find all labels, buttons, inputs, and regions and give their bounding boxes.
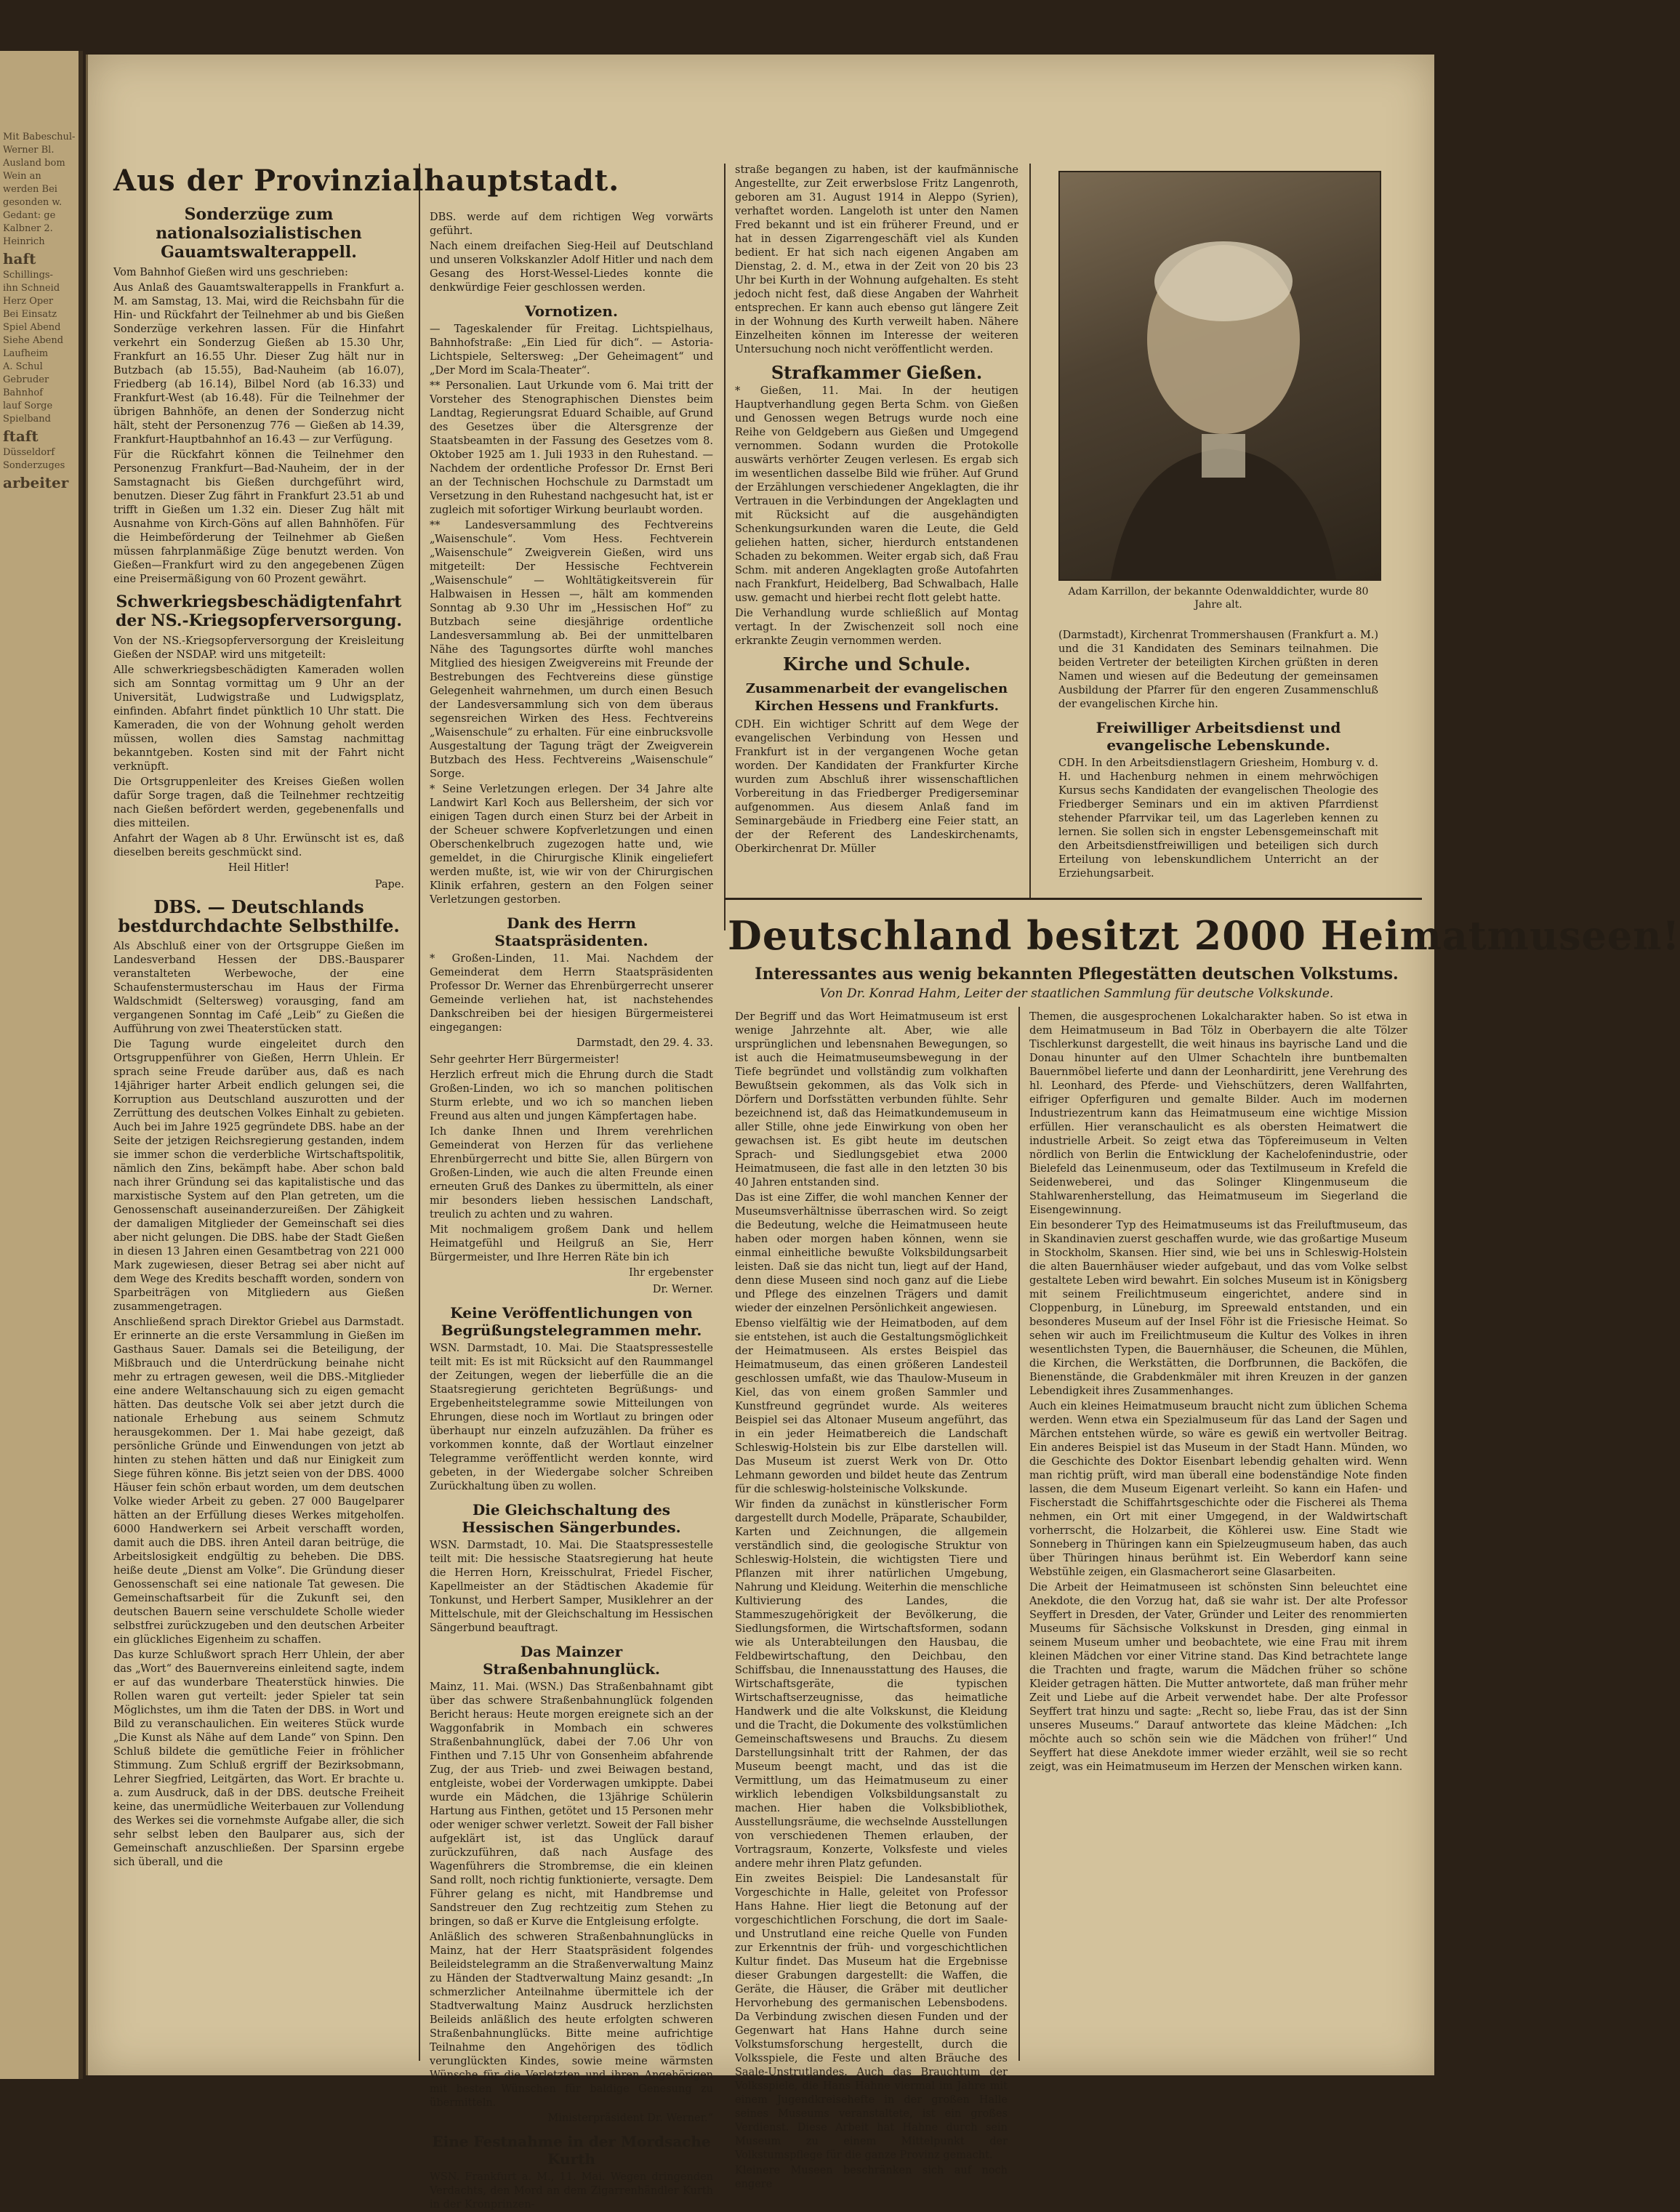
fragment: gesonden w. [3, 197, 63, 208]
article-paragraph: * Großen-Linden, 11. Mai. Nachdem der Gemeinderat dem Herrn Staatspräsidenten Professor Dr. Werner das Ehrenbürgerrecht unserer Gemeinde verliehen hat, ist nachstehendes Dankschreiben bei der hiesigen Bürgermeisterei eingegangen: [430, 953, 713, 1034]
article-paragraph: Das ist eine Ziffer, die wohl manchen Kenner der Museumsverhältnisse überraschen wird. So zeigt die Bedeutung, welche die Heimatmuseen heute haben oder morgen haben können, wenn sie einmal einheitliche bewußte Volksbildungsarbeit leisten. Daß sie das nicht tun, liegt auf der Hand, denn diese Museen sind noch ganz auf die Liebe und Pflege des einzelnen Trägers und damit wieder der einzelnen Persönlichkeit angewiesen. [735, 1192, 1008, 1314]
previous-page-fragments [0, 51, 79, 493]
newspaper-page [86, 55, 1680, 2211]
fragment: Kalbner 2. [3, 223, 53, 234]
portrait-photo [1058, 171, 1381, 581]
fragment: Spiel Abend [3, 322, 61, 333]
right-upper-left-column [735, 164, 1018, 890]
fragment: lauf Sorge [3, 401, 53, 411]
article-paragraph: Mainz, 11. Mai. (WSN.) Das Straßenbahnamt gibt über das schwere Straßenbahnunglück folgenden Bericht heraus: Heute morgen ereignete sich an der Waggonfabrik in Mombach ein schweres Straßenbahnunglück, dabei der 7.06 Uhr von Finthen und 7.15 Uhr von Gonsenheim abfahrende Zug, der aus Trieb- und zwei Beiwagen bestand, entgleiste, wobei der Vorderwagen umkippte. Dabei wurde ein Mädchen, die 13jährige Schülerin Hartung aus Finthen, getötet und 15 Personen mehr oder weniger schwer verletzt. Soweit der Fall bisher aufgeklärt ist, ist das Unglück darauf zurückzuführen, daß nach Ausfage des Wagenführers die Strombremse, die ein kleinen Sand rollt, noch richtig funktionierte, versagte. Dem Führer gelang es nicht, mit Handbremse und Sandstreuer den Zug rechtzeitig zum Stehen zu bringen, so daß er Kurve die Entgleisung erfolgte. [430, 1681, 713, 1928]
article-paragraph: Sehr geehrter Herr Bürgermeister! [430, 1054, 620, 1066]
article-paragraph: Ein zweites Beispiel: Die Landesanstalt für Vorgeschichte in Halle, geleitet von Professor Hans Hahne. Hier liegt die Betonung auf der vorgeschichtlichen Forschung, die dort im Saale- und Unstrutland eine reiche Quelle von Funden zur Erkenntnis der früh- und vorgeschichtlichen Kultur findet. Das Museum hat die Ergebnisse dieser Grabungen dargestellt: die Waffen, die Geräte, die Häuser, die Gräber mit deutlicher Hervorhebung des germanischen Lebensbodens. Da Verbindung zwischen diesen Funden und der Gegenwart hat Hans Hahne durch seine Volkstumsforschung hergestellt, durch die Volksspiele, die Feste und alten Bräuche des Saale-Unstrutlandes. Auch das Brauchtum der Volksspiele, die Hans Hahne viermal im Jahre mit einem Jugendkreisehefte in der großen Halle seines Museums veranstaltete, ist ein großes Verdienst. Diese Arbeit hat Hahne durch sein Museum zu einem Mittelpunkt der Volkstumspflege für die ganze Provinz gemacht. [735, 1873, 1008, 2161]
article-title: Keine Veröffentlichungen von Begrüßungstelegrammen mehr. [441, 1304, 702, 1339]
fragment: Gedant: ge [3, 210, 56, 221]
article-paragraph: (Darmstadt), Kirchenrat Trommershausen (Frankfurt a. M.) und die 31 Kandidaten des Seminars teilnahmen. Die beiden Vertreter der beteiligten Kirchen grüßten in deren Namen und wiesen auf die Bedeutung der gemeinsamen Ausbildung der Pfarrer für den engeren Zusammenschluß der evangelischen Kirche hin. [1058, 630, 1378, 710]
signature: Ministerpräsident Dr. Werner.“ [547, 2112, 713, 2124]
article-paragraph: Aus Anlaß des Gauamtswalterappells in Frankfurt a. M. am Samstag, 13. Mai, wird die Reichsbahn für die Hin- und Rückfahrt der Teilnehmer ab und bis Gießen Sonderzüge verkehren lassen. Für die Hinfahrt verkehrt ein Sonderzug Gießen ab 15.30 Uhr, Frankfurt an 16.55 Uhr. Dieser Zug hält nur in Butzbach (ab 15.55), Bad-Nauheim (ab 16.07), Friedberg (ab 16.14), Bilbel Nord (ab 16.33) und Frankfurt-West (ab 16.48). Für die Teilnehmer der übrigen Bahnhöfe, an denen der Sonderzug nicht hält, steht der Personenzug 776 — Gießen ab 14.39, Frankfurt-Hauptbahnhof an 16.43 — zur Verfügung. [113, 282, 404, 446]
article-paragraph: * Gießen, 11. Mai. In der heutigen Hauptverhandlung gegen Berta Schm. von Gießen und Genossen wegen Betrugs wurde noch eine Reihe von Geldgebern aus Gießen und Umgegend vernommen. Sodann wurden die Protokolle auswärts verhörter Zeugen verlesen. Es ergab sich im wesentlichen dasselbe Bild wie früher. Auf Grund der Erzählungen verschiedener Angeklagten, die ihr Vertrauen in die Verbindungen der Angeklagten und mit Rücksicht auf die ausgehändigten Schenkungsurkunden waren die Leute, die Geld geliehen hatten, sicher, hierdurch entstandenen Schaden zu bekommen. Weiter ergab sich, daß Frau Schm. mit anderen Angeklagten große Autofahrten nach Frankfurt, Heidelberg, Bad Schwalbach, Halle usw. gemacht und hierbei recht flott gelebt hatte. [735, 385, 1018, 604]
fragment: Sonderzuges [3, 460, 65, 471]
fragment: werden Bei [3, 184, 57, 195]
fragment: A. Schul [3, 361, 43, 372]
letter-date: Darmstadt, den 29. 4. 33. [576, 1037, 713, 1049]
column-rule [419, 164, 420, 2061]
page-section-headline: Aus der Provinzialhauptstadt. [113, 164, 620, 198]
article-paragraph: ** Landesversammlung des Fechtvereins „Waisenschule“. Vom Hess. Fechtverein „Waisenschule“ Zweigverein Gießen, wird uns mitgeteilt: Der Hessische Fechtverein „Waisenschule“ — Wohltätigkeitsverein für Halbwaisen in Hessen —, hält am kommenden Sonntag ab 9.30 Uhr im „Hessischen Hof“ zu Butzbach seine diesjährige ordentliche Landesversammlung ab. Bei der unmittelbaren Nähe des Tagungsortes dürfte wohl manches Mitglied des hiesigen Zweigvereins mit Freunde der Bestrebungen des Fechtvereins diese günstige Gelegenheit wahrnehmen, um durch einen Besuch der Landesversammlung sich von dem überaus segensreichen Wirken des Hess. Fechtvereins „Waisenschule“ zu erhalten. Für eine einbrucksvolle Ausgestaltung der Tagung trägt der Zweigverein Butzbach des Hess. Fechtvereins „Waisenschule“ Sorge. [430, 520, 713, 780]
article-paragraph: — Tageskalender für Freitag. Lichtspielhaus, Bahnhofstraße: „Ein Lied für dich“. — Astoria-Lichtspiele, Seltersweg: „Der Geheimagent“ und „Der Mord im Scala-Theater“. [430, 323, 713, 377]
fragment: Herz Oper [3, 296, 54, 307]
article-title: Das Mainzer Straßenbahnunglück. [483, 1643, 660, 1678]
article-title: Dank des Herrn Staatspräsidenten. [494, 914, 648, 949]
article-paragraph: Die Verhandlung wurde schließlich auf Montag vertagt. In der Zwischenzeit soll noch eine erkrankte Zeugin vernommen werden. [735, 608, 1018, 647]
signature: Dr. Werner. [652, 1284, 713, 1295]
article-paragraph: Die Tagung wurde eingeleitet durch den Ortsgruppenführer von Gießen, Herrn Uhlein. Er sprach seine Freude darüber aus, daß es nach 14jähriger harter Arbeit endlich gelungen sei, die Korruption aus Deutschland auszurotten und der Zerrüttung des deutschen Volkes Einhalt zu gebieten. Auch bei im Jahre 1925 gegründete DBS. habe an der Seite der jetzigen Reichsregierung gestanden, indem sie immer schon die verderbliche Wirtschaftspolitik, nämlich den Zins, bekämpft habe. Aber schon bald nach ihrer Gründung sei das kapitalistische und das marxistische System auf den Plan getreten, um die Genossenschaft auseinanderzureißen. Der Zähigkeit der damaligen Mitglieder der Gemeinschaft sei dies aber nicht gelungen. Die DBS. habe der Stadt Gießen in diesen 13 Jahren einen Gesamtbetrag von 221 000 Mark zugewiesen, dieser Betrag sei aber nicht auf dem Wege des Kredits beschafft worden, sondern von Sparbeiträgen von Mitgliedern aus Gießen zusammengetragen. [113, 1039, 404, 1313]
article-title: Die Gleichschaltung des Hessischen Sängerbundes. [462, 1501, 681, 1536]
middle-column [430, 211, 713, 2211]
article-title: Sonderzüge zum nationalsozialistischen Gauamtswalterappell. [156, 205, 362, 262]
article-paragraph: DBS. werde auf dem richtigen Weg vorwärts geführt. [430, 212, 713, 237]
signature: Pape. [374, 879, 404, 890]
museum-subtitle: Interessantes aus wenig bekannten Pflegestätten deutschen Volkstums. [755, 965, 1399, 984]
article-paragraph: CDH. Ein wichtiger Schritt auf dem Wege der evangelischen Verbindung von Hessen und Frankfurt ist in der vergangenen Woche getan worden. Der Kandidaten der Frankfurter Kirche wurden zum Abschluß ihrer wissenschaftlichen Vorbereitung in das Friedberger Predigerseminar aufgenommen. Aus diesem Anlaß fand im Seminargebäude in Friedberg eine Feier statt, an der der Referent des Landeskirchenamts, Oberkirchenrat Dr. Müller [735, 719, 1018, 855]
article-paragraph: ** Personalien. Laut Urkunde vom 6. Mai tritt der Vorsteher des Stenographischen Dienstes beim Landtag, Regierungsrat Eduard Schaible, auf Grund des Gesetzes über die Altersgrenze der Staatsbeamten in der Fassung des Gesetzes vom 8. Oktober 1925 am 1. Juli 1933 in den Ruhestand. — Nachdem der ordentliche Professor Dr. Ernst Beri an der Technischen Hochschule zu Darmstadt um Versetzung in den Ruhestand nachgesucht hat, ist er zugleich mit sofortiger Wirkung beurlaubt worden. [430, 380, 713, 516]
article-paragraph: * Seine Verletzungen erlegen. Der 34 Jahre alte Landwirt Karl Koch aus Bellersheim, der sich vor einigen Tagen durch einen Sturz bei der Arbeit in der Scheuer schwere Kopfverletzungen und einen Oberschenkelbruch zugezogen hatte und, wie gemeldet, in die Chirurgische Klinik eingeliefert werden mußte, ist, wie wir von der Chirurgischen Klinik erfahren, gestern an den Folgen seiner Verletzungen gestorben. [430, 784, 713, 906]
article-paragraph: Anfahrt der Wagen ab 8 Uhr. Erwünscht ist es, daß dieselben bereits geschmückt sind. [113, 833, 404, 858]
right-upper-right-column [1058, 629, 1378, 890]
article-paragraph: WSN. Frankfurt a. M., 11. Mai. Wegen dringenden Verdachts, den Mord an dem Zigarrenhändler Kurth in der Kronprinzen- [430, 2171, 713, 2211]
article-paragraph: Mit nochmaligem großem Dank und hellem Heimatgefühl und Heilgruß an Sie, Herr Bürgermeister, und Ihre Herren Räte bin ich [430, 1224, 713, 1263]
column-rule [1018, 1007, 1020, 2061]
article-paragraph: WSN. Darmstadt, 10. Mai. Die Staatspressestelle teilt mit: Es ist mit Rücksicht auf den Raummangel der Zeitungen, wegen der lieberfülle die an die Staatsregierung gerichteten Begrüßungs- und Ergebenheitstelegramme sowie Mitteilungen von Ehrungen, diese noch im Wortlaut zu bringen oder überhaupt nur einzeln aufzuzählen. Da früher es vorkommen konnte, daß der Wortlaut einzelner Telegramme veröffentlicht werden konnte, wird gebeten, in der Wiedergabe solcher Schreiben Zurückhaltung üben zu wollen. [430, 1343, 713, 1492]
fragment: Schillings- [3, 270, 53, 281]
section-rule [724, 898, 1422, 900]
fragment: Bei Einsatz [3, 309, 57, 320]
fragment: ftaft [3, 427, 39, 445]
fragment: Wein an [3, 171, 41, 182]
article-paragraph: Ebenso vielfältig wie der Heimatboden, auf dem sie entstehen, ist auch die Gestaltungsmöglichkeit der Heimatmuseen. Als erstes Beispiel das Heimatmuseum, das einen größeren Landesteil geschlossen umfaßt, wie das Thaulow-Museum in Kiel, das von einem großen Sammler und Kunstfreund gegründet wurde. Als weiteres Beispiel sei das Altonaer Museum angeführt, das in ein jeder Heimatbereich die Landschaft Schleswig-Holstein bis zur Elbe darstellen will. Das Museum ist zuerst Werk von Dr. Otto Lehmann geworden und bildet heute das Zentrum für die schleswig-holsteinische Volkskunde. [735, 1318, 1008, 1495]
article-paragraph: CDH. In den Arbeitsdienstlagern Griesheim, Homburg v. d. H. und Hachenburg nehmen in einem mehrwöchigen Kursus sechs Kandidaten der evangelischen Theologie des Friedberger Seminars und ein im aktiven Pfarrdienst stehender Pfarrvikar teil, um das Lagerleben kennen zu lernen. Sie sollen sich in engster Lebensgemeinschaft mit den Arbeitsdienstfreiwilligen und beteiligen sich durch Erteilung von lebenskundlichem Unterricht an der Erziehungsarbeit. [1058, 757, 1378, 880]
article-title: Freiwilliger Arbeitsdienst und evangelische Lebenskunde. [1096, 719, 1341, 754]
fragment: Ausland bom [3, 158, 65, 169]
article-paragraph: Die Arbeit der Heimatmuseen ist schönsten Sinn beleuchtet eine Anekdote, die den Vorzug hat, daß sie wahr ist. Der alte Professor Seyffert in Dresden, der Vater, Gründer und Leiter des renommierten Museums für Sächsische Volkskunst in Dresden, ging einmal in seinem Museum umher und beobachtete, wie eine Frau mit ihrem kleinen Mädchen vor einer Vitrine stand. Das Kind betrachtete lange die Trachten und fragte, warum die Mädchen früher so schöne Kleider getragen hätten. Die Mutter antwortete, daß man früher mehr Zeit und Liebe auf die Arbeit verwendet habe. Der alte Professor Seyffert trat hinzu und sagte: „Recht so, liebe Frau, das ist der Sinn unseres Museums.“ Darauf antwortete das kleine Mädchen: „Ich möchte auch so schön sein wie die Mädchen von früher!“ Und Seyffert hat diese Anekdote immer wieder erzählt, weil sie so recht zeigt, was ein Heimatmuseum im Herzen der Menschen wirken kann. [1029, 1582, 1407, 1773]
fragment: haft [3, 250, 36, 268]
article-paragraph: straße begangen zu haben, ist der kaufmännische Angestellte, zur Zeit erwerbslose Fritz Langenroth, geboren am 31. August 1914 in Aleppo (Syrien), verhaftet worden. Langeloth ist unter den Namen Fred bekannt und ist ein früherer Freund, und er hat in dessen Zigarrengeschäft viel als Kunden bedient. Er hat sich nach eigenen Angaben am Dienstag, 2. d. M., etwa in der Zeit von 20 bis 23 Uhr bei Kurth in der Wohnung aufgehalten. Es steht jedoch nicht fest, daß diese Angaben der Wahrheit entsprechen. Er kann auch ebenso gut längere Zeit in der Wohnung des Kurth verweilt haben. Nähere Einzelheiten können im Interesse der weiteren Untersuchung noch nicht veröffentlicht werden. [735, 164, 1018, 355]
article-paragraph: Als Abschluß einer von der Ortsgruppe Gießen im Landesverband Hessen der DBS.-Bausparer veranstalteten Werbewoche, der eine Schaufenstermusterschau im Haus der Firma Waldschmidt (Seltersweg) vorausging, fand am vergangenen Sonntag im Café „Leib“ zu Gießen die Aufführung von zwei Theaterstücken statt. [113, 941, 404, 1035]
fragment: Gebruder [3, 374, 49, 385]
museum-headline: Deutschland besitzt 2000 Heimatmuseen! [728, 912, 1680, 959]
article-title: Eine Festnahme in der Mordsache Kurth [432, 2133, 711, 2168]
article-title: Kirche und Schule. [783, 653, 970, 675]
article-title: Schwerkriegsbeschädigtenfahrt der NS.-Kriegsopferversorgung. [115, 592, 402, 630]
fragment: Mit Babeschul- [3, 132, 76, 142]
fragment: Heinrich [3, 236, 45, 247]
article-paragraph: Ich danke Ihnen und Ihrem verehrlichen Gemeinderat von Herzen für das verliehene Ehrenbürgerrecht und bitte Sie, allen Bürgern von Großen-Linden, wie auch die alten Freunde einen erneuten Gruß des Dankes zu übermitteln, als einer mir besonders lieben hessischen Landschaft, treulich zu achten und zu wahren. [430, 1126, 713, 1220]
article-paragraph: Auch ein kleines Heimatmuseum braucht nicht zum üblichen Schema werden. Wenn etwa ein Spezialmuseum für das Land der Sagen und Märchen entstehen würde, so wäre es gewiß ein wertvoller Beitrag. Ein anderes Beispiel ist das Museum in der Stadt Hann. Münden, wo die Geschichte des Doktor Eisenbart lebendig gehalten wird. Wenn man richtig prüft, wird man überall eine bodenständige Note finden lassen, die dem Museum Eigenart verleiht. So kann ein Hafen- und Fischerstadt die Schiffahrtsgeschichte oder die Fischerei als Thema nehmen, ein Ort mit einer Umgegend, in der Waldwirtschaft vorherrscht, die Holzarbeit, die Köhlerei usw. Eine Stadt wie Sonneberg in Thüringen kann ein Spielzeugmuseum haben, das auch über Thüringen hinaus berühmt ist. Ein Weberdorf kann seine Webstühle zeigen, ein Glasmacherort seine Glasarbeiten. [1029, 1401, 1407, 1578]
fragment: Werner Bl. [3, 145, 55, 156]
portrait-illustration [1060, 172, 1380, 579]
article-paragraph: Kleinere Museen beschränken sich auf noch engere [735, 2165, 1008, 2190]
photo-caption: Adam Karrillon, der bekannte Odenwalddichter, wurde 80 Jahre alt. [1068, 586, 1369, 611]
article-paragraph: Der Begriff und das Wort Heimatmuseum ist erst wenige Jahrzehnte alt. Aber, wie alle ursprünglichen und lebensnahen Bewegungen, so ist auch die Heimatmuseumsbewegung in der Tiefe begründet und vollständig zum volkhaften Bewußtsein gekommen, als das Volk sich in Dörfern und Dorfsstätten verbunden fühlte. Sehr bezeichnend ist, daß das Heimatkundemuseum in aller Stille, ohne jede Einwirkung von oben her gewachsen ist. Es gibt heute im deutschen Sprach- und Siedlungsgebiet etwa 2000 Heimatmuseen, die fast alle in den letzten 30 bis 40 Jahren entstanden sind. [735, 1011, 1008, 1189]
fragment: Laufheim [3, 348, 49, 359]
article-paragraph: Anschließend sprach Direktor Griebel aus Darmstadt. Er erinnerte an die erste Versammlung in Gießen im Gasthaus Sauer. Damals sei die Beteiligung, der Mißbrauch und die Unterdrückung beinahe nicht mehr zu ertragen gewesen, weil die DBS.-Mitglieder eine andere Weltanschauung sich zu eigen gemacht hätten. Das deutsche Volk sei aber jetzt durch die nationale Erhebung aus seinem Schmutz herausgekommen. Der 1. Mai habe gezeigt, daß persönliche Gründe und Einwendungen von jetzt ab hinten zu stehen hätten und daß nur Einigkeit zum Siege führen könne. Bis jetzt seien von der DBS. 4000 Häuser fein schön erbaut worden, um dem deutschen Volke wieder Arbeit zu geben. 27 000 Baugelparer hätten an der Erfüllung dieses Werkes mitgeholfen. 6000 Handwerkern sei Arbeit verschafft worden, damit auch die DBS. ihren Anteil daran beitrüge, die Arbeitslosigkeit endgültig zu beheben. Die DBS. heiße deute „Dienst am Volke“. Die Gründung dieser Genossenschaft sei eine nationale Tat gewesen. Die Gemeinschaftsarbeit für die Zukunft sei, den deutschen Bauern seine verschuldete Scholle wieder selbstfrei zurückzugeben und den deutschen Arbeiter ein glückliches Eigenheim zu schaffen. [113, 1316, 404, 1646]
article-paragraph: Ein besonderer Typ des Heimatmuseums ist das Freiluftmuseum, das in Skandinavien zuerst geschaffen wurde, wie das großartige Museum in Stockholm, Skansen. Hier sind, wie bei uns in Schleswig-Holstein die alten Bauernhäuser wieder aufgebaut, und das vom Volke selbst gestaltete Leben wird bewahrt. Ein solches Museum ist in Königsberg mit seinem Freilichtmuseum eingerichtet, andere sind in Cloppenburg, in Lüneburg, im Spreewald entstanden, und ein besonderes Museum auf der Insel Föhr ist die Friesische Heimat. So sehen wir auch im Freilichtmuseum die Kultur des Volkes in ihren wesentlichsten Typen, die Bauernhäuser, die Scheunen, die Mühlen, die Kirchen, die Werkstätten, die Dorfbrunnen, die Backöfen, die Bienenstände, die Grabdenkmäler mit ihren Kreuzen in der ganzen Lebendigkeit ihres Zusammenhanges. [1029, 1220, 1407, 1397]
museum-byline: Von Dr. Konrad Hahm, Leiter der staatlichen Sammlung für deutsche Volkskunde. [819, 986, 1334, 1001]
column-rule [724, 164, 726, 930]
fragment: Spielband [3, 414, 52, 425]
signature: Heil Hitler! [228, 862, 290, 874]
article-paragraph: Herzlich erfreut mich die Ehrung durch die Stadt Großen-Linden, wo ich so manchen politischen Sturm erlebte, und wo ich so manchen lieben Freund aus alten und jungen Kämpfertagen habe. [430, 1069, 713, 1122]
article-subtitle: Zusammenarbeit der evangelischen Kirchen Hessens und Frankfurts. [745, 681, 1008, 714]
signature: Ihr ergebenster [629, 1267, 713, 1279]
previous-page-edge [0, 51, 83, 2079]
museum-column-2 [1029, 1010, 1407, 2068]
article-paragraph: WSN. Darmstadt, 10. Mai. Die Staatspressestelle teilt mit: Die hessische Staatsregierung hat heute die Herren Horn, Kreisschulrat, Friedel Fischer, Kapellmeister an der Städtischen Akademie für Tonkunst, und Herbert Samper, Musiklehrer an der Mittelschule, mit der Gleichschaltung im Hessischen Sängerbund beauftragt. [430, 1540, 713, 1634]
fragment: ihn Schneid [3, 283, 60, 294]
article-paragraph: Die Ortsgruppenleiter des Kreises Gießen wollen dafür Sorge tragen, daß die Teilnehmer rechtzeitig nach Gießen befördert werden, gegebenenfalls und dies mitteilen. [113, 776, 404, 829]
article-title: DBS. — Deutschlands bestdurchdachte Selbsthilfe. [118, 896, 400, 936]
article-paragraph: Für die Rückfahrt können die Teilnehmer den Personenzug Frankfurt—Bad-Nauheim, der in der Samstagnacht bis Gießen durchgeführt wird, benutzen. Dieser Zug fährt in Frankfurt 23.51 ab und trifft in Gießen um 1.32 ein. Dieser Zug hält mit Ausnahme von Kirch-Göns auf allen Bahnhöfen. Für die Heimbeförderung der Teilnehmer ab Gießen müssen fahrplanmäßige Züge benutzt werden. Von Gießen—Frankfurt wird zu den angegebenen Zügen eine Preisermäßigung von 60 Prozent gewährt. [113, 449, 404, 585]
article-title: Strafkammer Gießen. [771, 362, 983, 383]
article-paragraph: Von der NS.-Kriegsopferversorgung der Kreisleitung Gießen der NSDAP. wird uns mitgeteilt: [113, 635, 404, 661]
fragment: Bahnhof [3, 387, 44, 398]
article-paragraph: Themen, die ausgesprochenen Lokalcharakter haben. So ist etwa in dem Heimatmuseum in Bad Tölz in Oberbayern die alte Tölzer Tischlerkunst dargestellt, die weit hinaus ins bayrische Land und die Donau hinunter auf den Ulmer Schachteln ihre buntbemalten Bauernmöbel lieferte und dann der Leonhardiritt, jene Verehrung des hl. Leonhard, des Pferde- und Viehschützers, deren Wallfahrten, eifriger Opferfiguren und gemalte Bilder. Auch im modernen Industriezentrum kann das Heimatmuseum eine wichtige Mission erfüllen. Hier veranschaulicht es als obersten Heimatwert die industrielle Arbeit. So zeigt etwa das Töpfereimuseum in Velten nördlich von Berlin die Entwicklung der Kachelofenindustrie, oder Bielefeld das Leinenmuseum, oder das Textilmuseum in Krefeld die Seidenweberei, und das Solinger Klingenmuseum die Stahlwarenherstellung, das Heimatmuseum im Siegerland die Eisengewinnung. [1029, 1011, 1407, 1216]
fragment: arbeiter [3, 474, 69, 491]
fragment: Siehe Abend [3, 335, 64, 346]
article-paragraph: Wir finden da zunächst in künstlerischer Form dargestellt durch Modelle, Präparate, Schaubilder, Karten und Zeichnungen, die allgemein verständlich sind, die geologische Struktur von Schleswig-Holstein, die wichtigsten Tiere und Pflanzen mit ihrer natürlichen Umgebung, Nahrung und Kleidung. Weiterhin die menschliche Kultivierung des Landes, die Stammeszugehörigkeit der Bevölkerung, die Siedlungsformen, die Wirtschaftsformen, sodann wie als Unterabteilungen den Hausbau, die Feldbewirtschaftung, den Deichbau, den Schiffsbau, die Innenausstattung des Hauses, die Wirtschaftsgeräte, die typischen Wirtschaftserzeugnisse, das heimatliche Handwerk und die alte Volkskunst, die Kleidung und die Tracht, die Dokumente des volkstümlichen Gemeinschaftswesens und Brauchs. Zu diesem Darstellungsinhalt tritt der Rahmen, der das Museum beengt macht, und das ist die Vermittlung, um das Heimatmuseum zu einer wirklich lebendigen Volksbildungsanstalt zu machen. Hier haben die Volksbibliothek, Ausstellungsräume, die wechselnde Ausstellungen von verschiedenen Themen erlauben, der Vortragsraum, Konzerte, Volksfeste und vieles andere mehr ihren Platz gefunden. [735, 1499, 1008, 1870]
fragment: Düsseldorf [3, 447, 55, 458]
article-title: Vornotizen. [525, 302, 618, 320]
article-paragraph: Das kurze Schlußwort sprach Herr Uhlein, der aber das „Wort“ des Bauernvereins einleitend sagte, indem er auf das wunderbare Theaterstück hinwies. Die Rollen waren gut verteilt: jeder Spieler tat sein Möglichstes, um ihm die Taten der DBS. in Wort und Bild zu veranschaulichen. Ein weiteres Stück wurde „Die Kunst als Nähe auf dem Lande“ von Spinn. Den Schluß bildete die gemütliche Feier in fröhlicher Stimmung. Zum Schluß ergriff der Bezirksobmann, Lehrer Siegfried, Leitgärten, das Wort. Er brachte u. a. zum Ausdruck, daß in der DBS. deutsche Freiheit keine, das unermüdliche Weiterbauen zur Vollendung des Werkes sei die vornehmste Aufgabe aller, die sich sehr selbst leben den Baulparer aus, sich der Gemeinschaft anzuschließen. Der Sparsinn ergebe sich überall, und die [113, 1649, 404, 1868]
article-paragraph: Alle schwerkriegsbeschädigten Kameraden wollen sich am Sonntag vormittag um 9 Uhr an der Universität, Ludwigstraße und Ludwigsplatz, einfinden. Abfahrt findet pünktlich 10 Uhr statt. Die Kameraden, die von der Wohnung geholt werden müssen, wollen dies Samstag nachmittag bekanntgeben. Kosten sind mit der Fahrt nicht verknüpft. [113, 664, 404, 773]
article-paragraph: Vom Bahnhof Gießen wird uns geschrieben: [113, 267, 348, 278]
article-paragraph: Nach einem dreifachen Sieg-Heil auf Deutschland und unseren Volkskanzler Adolf Hitler und nach dem Gesang des Horst-Wessel-Liedes konnte die denkwürdige Feier geschlossen werden. [430, 241, 713, 294]
column-rule [1029, 164, 1031, 898]
article-paragraph: Anläßlich des schweren Straßenbahnunglücks in Mainz, hat der Herr Staatspräsident folgendes Beileidstelegramm an die Straßenverwaltung Mainz zu Händen der Stadtverwaltung Mainz gesandt: „In schmerzlicher Anteilnahme übermittele ich der Stadtverwaltung Mainz Ausdruck herzlichsten Beileids anläßlich des heute erfolgten schweren Straßenbahnunglücks. Bitte meine aufrichtige Teilnahme den Angehörigen des tödlich verunglückten Kindes, sowie meine wärmsten Wünsche für die Verletzten und ihren Angehörigen mit besten Wünschen für baldige Genesung zu übermitteln. [430, 1931, 713, 2109]
museum-column-1 [735, 1010, 1008, 2190]
